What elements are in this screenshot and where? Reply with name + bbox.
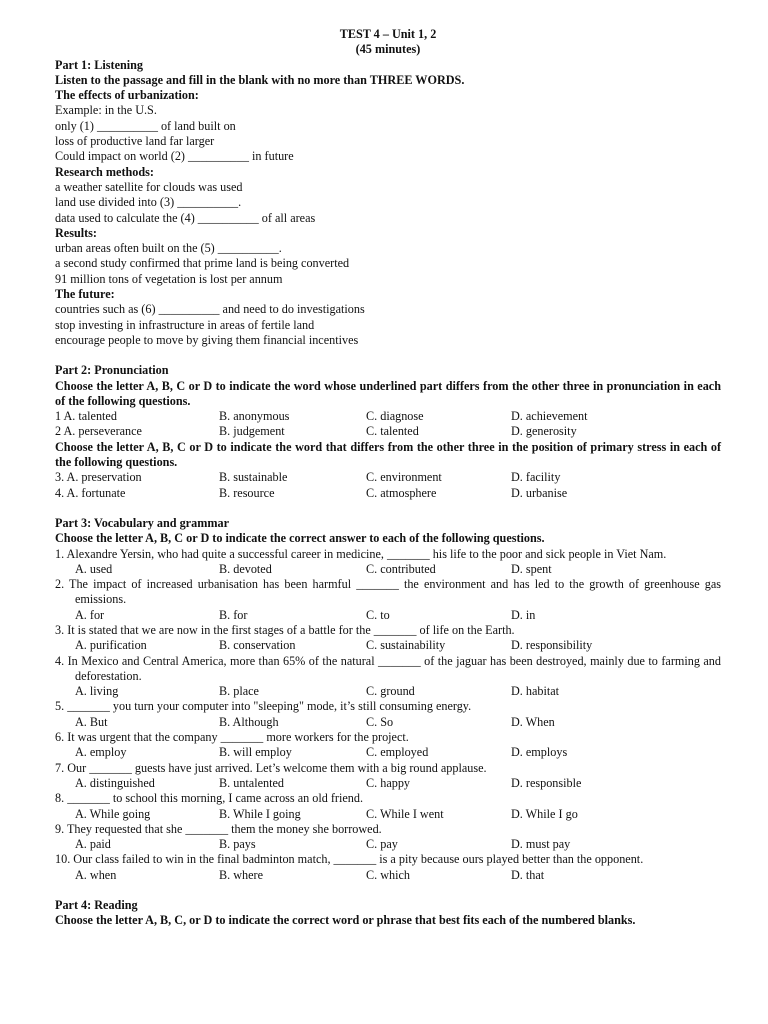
answer-option: B. anonymous [219, 409, 290, 424]
answer-option: C. which [366, 867, 411, 882]
answer-option: B. conservation [219, 638, 296, 653]
listening-line: urban areas often built on the (5) __________. [55, 241, 282, 256]
answer-option: C. While I went [366, 806, 444, 821]
options-row [55, 638, 721, 653]
options-row [55, 562, 721, 577]
part3-heading: Part 3: Vocabulary and grammar [55, 515, 229, 530]
answer-option: A. for [75, 607, 105, 622]
listening-line: countries such as (6) __________ and need to do investigations [55, 302, 365, 317]
listening-line: data used to calculate the (4) __________ of all areas [55, 210, 316, 225]
options-row [55, 715, 721, 730]
stress-row [55, 486, 721, 501]
answer-option: D. in [511, 607, 536, 622]
answer-option: A. used [75, 561, 113, 576]
answer-option: D. When [511, 714, 555, 729]
answer-option: D. habitat [511, 684, 560, 699]
future-heading: The future: [55, 287, 115, 302]
question-10 [55, 852, 721, 883]
part4-heading: Part 4: Reading [55, 898, 138, 913]
answer-option: A. distinguished [75, 775, 155, 790]
question-text: 2. The impact of increased urbanisation has been harmful _______ the environment and has led to the growth of greenhouse gas emissions. [55, 577, 721, 607]
listening-line: 91 million tons of vegetation is lost per annum [55, 271, 283, 286]
question-text: 9. They requested that she _______ them the money she borrowed. [55, 821, 382, 836]
answer-option: B. untalented [219, 775, 284, 790]
answer-option: B. Although [219, 714, 279, 729]
answer-option: B. where [219, 867, 263, 882]
question-3 [55, 623, 721, 654]
answer-option: C. to [366, 607, 390, 622]
question-2 [55, 577, 721, 623]
test-page [55, 27, 721, 929]
answer-option: A. when [75, 867, 117, 882]
answer-option: A. employ [75, 745, 127, 760]
answer-option: B. for [219, 607, 248, 622]
question-1 [55, 547, 721, 578]
part4-instruction: Choose the letter A, B, C, or D to indicate the correct word or phrase that best fits each of the numbered blanks. [55, 913, 636, 928]
question-6 [55, 730, 721, 761]
part1-instruction: Listen to the passage and fill in the blank with no more than THREE WORDS. [55, 72, 465, 87]
answer-option: B. place [219, 684, 259, 699]
answer-option: C. ground [366, 684, 415, 699]
listening-line: a second study confirmed that prime land is being converted [55, 256, 350, 271]
answer-option: D. urbanise [511, 485, 568, 500]
answer-option: C. employed [366, 745, 429, 760]
part3-instruction: Choose the letter A, B, C or D to indicate the correct answer to each of the following questions. [55, 531, 545, 546]
listening-line: loss of productive land far larger [55, 134, 215, 149]
stress-row [55, 470, 721, 485]
question-text: 8. _______ to school this morning, I came across an old friend. [55, 791, 364, 806]
options-row [55, 807, 721, 822]
answer-option: B. pays [219, 837, 256, 852]
answer-option: D. While I go [511, 806, 578, 821]
question-text: 3. It is stated that we are now in the first stages of a battle for the _______ of life on the Earth. [55, 622, 515, 637]
part2-instruction-pronunciation: Choose the letter A, B, C or D to indicate the word whose underlined part differs from the other three in pronunciation in each of the following questions. [55, 378, 721, 408]
answer-option: D. that [511, 867, 545, 882]
listening-line: Could impact on world (2) __________ in future [55, 149, 294, 164]
answer-option: C. sustainability [366, 638, 446, 653]
answer-option: 2 A. perseverance [55, 424, 142, 439]
options-row [55, 684, 721, 699]
listening-line: Example: in the U.S. [55, 103, 157, 118]
answer-option: A. paid [75, 837, 111, 852]
part1-topic: The effects of urbanization: [55, 88, 199, 103]
question-text: 6. It was urgent that the company _______ more workers for the project. [55, 730, 409, 745]
results-heading: Results: [55, 225, 97, 240]
answer-option: C. environment [366, 470, 442, 485]
answer-option: A. But [75, 714, 108, 729]
listening-line: encourage people to move by giving them financial incentives [55, 332, 359, 347]
part2-heading: Part 2: Pronunciation [55, 363, 169, 378]
test-title: TEST 4 – Unit 1, 2 [339, 27, 437, 41]
answer-option: D. spent [511, 561, 552, 576]
answer-option: C. contributed [366, 561, 436, 576]
question-text: 1. Alexandre Yersin, who had quite a successful career in medicine, _______ his life to the poor and sick people in Viet Nam. [55, 546, 667, 561]
answer-option: C. atmosphere [366, 485, 437, 500]
answer-option: A. purification [75, 638, 147, 653]
listening-line: a weather satellite for clouds was used [55, 179, 243, 194]
answer-option: B. judgement [219, 424, 285, 439]
answer-option: 3. A. preservation [55, 470, 142, 485]
listening-line: land use divided into (3) __________. [55, 195, 242, 210]
answer-option: B. While I going [219, 806, 301, 821]
question-text: 10. Our class failed to win in the final badminton match, _______ is a pity because ours played better than the opponent. [55, 852, 644, 867]
pronunciation-row [55, 409, 721, 424]
answer-option: C. diagnose [366, 409, 424, 424]
answer-option: D. achievement [511, 409, 588, 424]
listening-line: stop investing in infrastructure in areas of fertile land [55, 317, 315, 332]
question-text: 7. Our _______ guests have just arrived. Let’s welcome them with a big round applause. [55, 760, 487, 775]
answer-option: D. employs [511, 745, 568, 760]
answer-option: D. must pay [511, 837, 571, 852]
answer-option: C. So [366, 714, 394, 729]
options-row [55, 868, 721, 883]
research-heading: Research methods: [55, 164, 154, 179]
answer-option: A. living [75, 684, 119, 699]
question-5 [55, 699, 721, 730]
answer-option: B. will employ [219, 745, 292, 760]
question-7 [55, 761, 721, 792]
question-8 [55, 791, 721, 822]
answer-option: C. talented [366, 424, 419, 439]
options-row [55, 776, 721, 791]
answer-option: A. While going [75, 806, 151, 821]
answer-option: D. responsibility [511, 638, 593, 653]
part2-instruction-stress: Choose the letter A, B, C or D to indicate the word that differs from the other three in the position of primary stress in each of the following questions. [55, 439, 721, 470]
part1-heading: Part 1: Listening [55, 57, 144, 72]
question-9 [55, 822, 721, 853]
listening-line: only (1) __________ of land built on [55, 118, 236, 133]
options-row [55, 608, 721, 623]
test-duration: (45 minutes) [355, 42, 421, 57]
answer-option: D. facility [511, 470, 561, 485]
answer-option: B. sustainable [219, 470, 288, 485]
pronunciation-row [55, 424, 721, 439]
answer-option: 1 A. talented [55, 409, 117, 424]
answer-option: C. happy [366, 775, 411, 790]
answer-option: B. devoted [219, 561, 272, 576]
options-row [55, 837, 721, 852]
question-text: 4. In Mexico and Central America, more than 65% of the natural _______ of the jaguar has been destroyed, mainly due to farming and deforestation. [55, 653, 721, 683]
question-text: 5. _______ you turn your computer into "sleeping" mode, it’s still consuming energy. [55, 699, 472, 714]
answer-option: C. pay [366, 837, 398, 852]
answer-option: D. responsible [511, 775, 582, 790]
options-row [55, 745, 721, 760]
answer-option: D. generosity [511, 424, 577, 439]
answer-option: B. resource [219, 485, 275, 500]
answer-option: 4. A. fortunate [55, 485, 126, 500]
question-4 [55, 654, 721, 700]
